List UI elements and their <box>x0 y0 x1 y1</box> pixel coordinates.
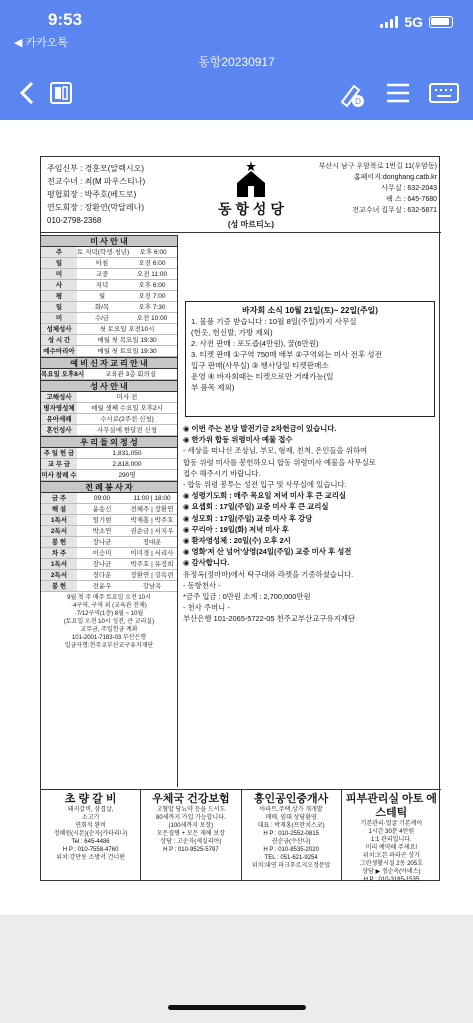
row-label: 미 <box>41 269 77 279</box>
account-line: 101-2001-7183-03 부산은행 <box>71 635 147 641</box>
row-value: 윤송신 <box>92 506 112 513</box>
row-value: 오전 6:00 <box>138 260 166 267</box>
ad-line: (100세까지 보장) <box>168 823 214 829</box>
row-value: 장나균 <box>92 561 112 568</box>
table-row <box>41 291 177 302</box>
notice-line: ◉ 성모회 : 17일(주일) 교중 미사 후 강당 <box>183 513 313 523</box>
row-value: 오전 7:00 <box>138 293 166 300</box>
table-row <box>41 313 177 324</box>
notice-list <box>183 423 437 625</box>
row-label: 주 <box>41 247 77 257</box>
ad-line: 정혜원(시몬)(순자(카타리나) <box>53 831 128 837</box>
ad-line: Tel : 645-4486 <box>71 839 110 845</box>
row-value: 09:00 <box>93 495 111 502</box>
row-value: 미사 전 <box>116 394 138 401</box>
notice-line: 접수 해주시기 바랍니다. <box>183 468 261 478</box>
row-value: 전윤우 <box>92 583 112 590</box>
ad-line: 소고기 <box>81 815 100 821</box>
ad-line: 위치:강만동 소방서 건너편 <box>56 855 125 861</box>
notice-line: ◉ 요셉회 : 17일(주일) 교중 미사 후 큰 교리실 <box>183 502 329 512</box>
network-label: 5G <box>404 14 423 30</box>
schedule-column <box>41 235 178 787</box>
row-label: 사 <box>41 280 77 290</box>
bazaar-line: 운영 ④ 바자회때는 티켓으로만 거래가능(일 <box>191 372 334 381</box>
table-row <box>41 335 177 346</box>
section-heading: 전 례 봉 사 자 <box>41 481 177 493</box>
row-value: 사무실에 한달전 신청 <box>96 427 158 434</box>
staff-line: 주임신부 : 경훈모(알렉시오) <box>47 164 145 173</box>
table-row <box>41 414 177 425</box>
church-logo-icon <box>231 159 271 199</box>
ad-line: 미리 예약해 주세요! <box>365 845 418 851</box>
row-value: 교중 <box>95 271 109 278</box>
bazaar-line: 2. 사전 판매 : 포도즙(4만원), 꿀(6만원) <box>191 339 319 348</box>
bazaar-line: 3. 티켓 판매 ①구역 750매 배부 ②구역외는 미사 전후 성전 <box>191 350 382 359</box>
table-row <box>41 258 177 269</box>
row-value: 교육관 3층 회의실 <box>104 371 157 378</box>
staff-line: 전교수녀 : 최(M 파우스티나) <box>47 177 146 186</box>
section-heading: 성 사 안 내 <box>41 380 177 392</box>
table-row <box>41 269 177 280</box>
row-value: 오전 10:00 <box>136 315 168 322</box>
keyboard-icon[interactable] <box>428 80 460 106</box>
ad-line: 위치:대연 파크푸르지오정문앞 <box>251 863 331 869</box>
ad-line: TEL : 051-621-9254 <box>264 855 318 861</box>
status-time: 9:53 <box>48 10 83 29</box>
row-value: 오후 7:30 <box>138 304 166 311</box>
table-row <box>41 581 177 592</box>
ad-line: 돼지갈비, 삼겹살, <box>67 807 114 813</box>
row-label: 고해성사 <box>41 392 77 402</box>
row-label: 목요일 오후8시 <box>41 371 85 378</box>
account-line: 입금자명:천주교부산교구유지재단 <box>64 643 154 649</box>
row-label: 금 주 <box>41 493 77 503</box>
notice-line: - 천사 주머니 - <box>183 603 230 613</box>
ad-line: 1:1 관리입니다. <box>371 837 412 843</box>
ad-line: H P : 010-3185-1535 <box>363 877 420 883</box>
ad-line: 상담 : 고순자(세실리아) <box>160 839 222 845</box>
battery-icon <box>429 16 453 28</box>
home-indicator[interactable] <box>168 1005 306 1010</box>
ad-line: 권순금(수산나) <box>271 839 311 845</box>
row-value: 11:00 | 18:00 <box>133 495 171 502</box>
table-row <box>41 504 177 515</box>
table-row <box>41 493 177 504</box>
back-to-app-link[interactable]: ◀ 카카오톡 <box>14 37 69 49</box>
table-row <box>41 559 177 570</box>
page-subtitle: 동항20230917 <box>198 55 275 69</box>
notice-line: - 동항천사 - <box>183 580 221 590</box>
row-value: 엄기현 <box>92 517 112 524</box>
notice-line: ◉ 한가위 합동 위령미사 예물 접수 <box>183 435 293 445</box>
ad-line: 80세까지 가입 가능합니다. <box>156 815 226 821</box>
row-value: 1,831,050 <box>112 450 142 457</box>
table-row <box>41 548 177 559</box>
row-label: 1독서 <box>41 515 77 525</box>
ad-block <box>342 790 441 881</box>
row-value: 월 <box>98 293 106 300</box>
row-value: 수/금 <box>94 315 110 322</box>
section-heading: 미 사 안 내 <box>41 235 177 247</box>
account-line: ·4구역, 구역 외 (교육관 전체) <box>71 603 147 609</box>
ad-line: H P : 010-8535-2020 <box>263 847 319 853</box>
bottom-area <box>0 915 473 1023</box>
status-bar <box>20 8 453 32</box>
table-row <box>41 526 177 537</box>
table-row <box>41 448 177 459</box>
row-label: 해 설 <box>41 504 77 514</box>
contact-line: 전교수녀 집무실 : 632-5871 <box>352 207 437 214</box>
row-value: 첫 토요일 오전10시 <box>99 326 155 333</box>
row-value: 이승미 <box>92 550 112 557</box>
table-row <box>41 280 177 291</box>
notice-line: ◉ 감사합니다. <box>183 558 230 568</box>
ad-name: 우체국 건강보험 <box>152 793 230 805</box>
table-row <box>41 570 177 581</box>
table-row <box>41 537 177 548</box>
table-row <box>41 392 177 403</box>
ad-line: 기본관리·얼굴 기본케어 <box>360 821 423 827</box>
row-value: 박제홍 | 박주호 <box>130 517 174 524</box>
row-label: 미사 참례 수 <box>41 472 77 479</box>
ad-line: 대표 : 박재홍(프란치스코) <box>257 823 325 829</box>
account-info <box>41 592 177 650</box>
row-value: 매월 첫 목요일 19:30 <box>97 337 157 344</box>
ad-line: 1시간 30분 4만원 <box>368 829 415 835</box>
ad-block <box>141 790 241 881</box>
bazaar-title: 바자회 소식 10월 21일(토)~ 22일(주일) <box>242 306 378 315</box>
ads-footer <box>41 789 441 881</box>
row-label: 성 시 간 <box>41 335 77 345</box>
notice-line: ◉ 영화'저 산 넘어'상영(24일(주일) 교중 미사 후 성전 <box>183 547 352 557</box>
notice-line: - 세상을 떠나신 조상님, 부모, 형제, 친척, 은인들을 위하여 <box>183 446 368 456</box>
ad-line: H P : 010-9525-5797 <box>163 847 219 853</box>
notice-line: - 합동 위령 봉투는 성전 입구 및 사무실에 있습니다. <box>183 480 347 490</box>
ad-line: 연회석 완비 <box>75 823 106 829</box>
account-line: (토요일 오전 10시 성전, 큰 교리실) <box>63 619 155 625</box>
staff-line: 연도회장 : 장환연(막달레나) <box>47 203 145 212</box>
row-value: 토 저녁(학생·청년) <box>77 249 130 256</box>
notice-line: *금주 입금 : 0만원 소계 : 2,700,000만원 <box>183 592 311 602</box>
row-value: 매월 셋째 수요일 오후2시 <box>91 405 163 412</box>
ad-name: 초 량 갈 비 <box>64 793 117 805</box>
ad-name: 피부관리실 아토 에스테틱 <box>345 793 437 819</box>
announcements <box>183 235 437 787</box>
account-line: 9월 첫 주 매주 토요일 오전 10시 <box>67 595 151 601</box>
ad-block <box>242 790 342 881</box>
bazaar-line: 부 품목 제외) <box>191 383 235 392</box>
row-value: 권순금 | 서지우 <box>130 528 174 535</box>
row-label: 교 무 금 <box>41 459 77 469</box>
ad-line: 모든질병 + 모든 재해 보장 <box>156 831 225 837</box>
table-row <box>41 425 177 436</box>
contact-info <box>319 161 437 216</box>
row-label: 봉 헌 <box>41 537 77 547</box>
table-row <box>41 369 177 380</box>
row-label: 일 <box>41 258 77 268</box>
section-heading: 우 리 들 의 정 성 <box>41 436 177 448</box>
app-header <box>0 0 473 120</box>
row-label: 주 일 헌 금 <box>41 448 77 458</box>
row-value: 정대운 <box>142 539 162 546</box>
table-row <box>41 470 177 481</box>
bulletin-title: 동 항 성 당 <box>218 201 284 217</box>
row-value: 이미경 | 서리사 <box>130 550 174 557</box>
notice-line: 유정옥(정마마)에서 탁구대와 라켓을 기증하셨습니다. <box>183 569 354 579</box>
row-value: 오후 6:00 <box>139 249 167 256</box>
notice-line: ◉ 환자영성체 : 20일(수) 오후 2시 <box>183 536 291 546</box>
row-value: 강남옥 <box>142 583 162 590</box>
account-line: 교무금, 주일헌금 계좌 <box>80 627 138 633</box>
section-heading: 예 비 신 자 교 리 안 내 <box>41 357 177 369</box>
back-arrow-icon[interactable] <box>18 80 36 106</box>
row-value: 장나균 <box>92 539 112 546</box>
row-label: 일 <box>41 302 77 312</box>
row-value: 아침 <box>95 260 109 267</box>
notice-line: ◉ 성령기도회 : 매주 목요일 저녁 미사 후 큰 교리실 <box>183 491 347 501</box>
ad-line: H P : 010-2552-0815 <box>263 831 319 837</box>
ad-line: 상담 ▶ 정순옥(아녜스) <box>362 869 421 875</box>
bulletin-header <box>41 157 441 233</box>
notice-line: 부산은행 101-2065-5722-05 천주교부산교구유지재단 <box>183 614 356 624</box>
row-value: 290명 <box>118 472 136 479</box>
row-label: 혼인성사 <box>41 425 77 435</box>
row-label: 유아세례 <box>41 414 77 424</box>
row-value: 정다운 <box>92 572 112 579</box>
row-value: 오전 11:00 <box>136 271 168 278</box>
row-label: 2독서 <box>41 570 77 580</box>
staff-line: 010-2798-2368 <box>47 216 102 225</box>
row-value: 박소연 <box>92 528 112 535</box>
row-label: 성체성사 <box>41 324 77 334</box>
row-label: 미 <box>41 313 77 323</box>
row-value: 전혜주 | 장환연 <box>130 506 174 513</box>
bazaar-notice <box>185 301 435 417</box>
row-label: 2독서 <box>41 526 77 536</box>
row-label: 평 <box>41 291 77 301</box>
ad-line: 그린생활시설 2동 205호 <box>359 861 423 867</box>
ad-name: 흥인공인중개사 <box>253 793 329 805</box>
menu-icon[interactable] <box>384 80 412 106</box>
table-row <box>41 403 177 414</box>
contact-line: 홈페이지:donghang.catb.kr <box>353 174 437 181</box>
table-row <box>41 515 177 526</box>
contact-line: 팩 스 : 645-7680 <box>386 196 437 203</box>
draw-icon[interactable] <box>338 80 366 108</box>
row-value: 박주호 | 유정희 <box>130 561 174 568</box>
bulletin-page <box>40 156 440 881</box>
contact-line: 부산시 남구 우암북로 1번길 11(우암동) <box>318 163 437 170</box>
table-row <box>41 302 177 313</box>
notice-line: ◉ 꾸리아 : 19일(화) 저녁 미사 후 <box>183 524 289 534</box>
bazaar-line: 입구 판매(사무실) ③ 행사당일 티켓판매소 <box>191 361 329 370</box>
row-value: 화/목 <box>94 304 110 311</box>
table-row <box>41 247 177 258</box>
notice-line: 합동 위령 미사를 봉헌하오니 합동 위령미사 예물을 사무실로 <box>183 457 376 467</box>
row-value: 매월 첫 토요일 19:30 <box>97 348 157 355</box>
table-row <box>41 346 177 357</box>
ad-line: 매매, 임대 상담환영 <box>265 815 317 821</box>
notice-line: ◉ 이번 주는 본당 발전기금 2차헌금이 있습니다. <box>183 424 337 433</box>
staff-info <box>47 162 145 227</box>
viewer-icon[interactable] <box>48 80 74 106</box>
signal-icon <box>380 16 398 28</box>
document-view[interactable] <box>0 120 473 915</box>
bazaar-line: 1. 물품 기증 받습니다 : 10월 8일(주일)까지 사무실 <box>191 317 357 326</box>
row-value: 오후 6:00 <box>138 282 166 289</box>
row-value: 수시로(2주전 신청) <box>100 416 154 423</box>
row-value: 2,818,000 <box>112 461 142 468</box>
ad-line: 위치:오븐 파라곤 상가 <box>362 853 420 859</box>
svg-text:D: D <box>355 97 361 106</box>
row-label: 차 주 <box>41 548 77 558</box>
row-label: 봉 헌 <box>41 581 77 591</box>
bazaar-line: (헌옷, 헌신발, 가방 제외) <box>191 328 273 337</box>
row-value: 저녁 <box>95 282 109 289</box>
ad-line: 고혈압 당뇨약 등을 드셔도 <box>156 807 226 813</box>
row-label: 예수마리아 <box>41 346 77 356</box>
table-row <box>41 324 177 335</box>
row-value: 장환연 | 강옥련 <box>130 572 174 579</box>
ad-line: H P : 010-7558-4760 <box>62 847 119 853</box>
contact-line: 사무실 : 632-2043 <box>381 185 437 192</box>
account-line: ·7/12구역(1층) 8월 ~ 10월 <box>74 611 144 617</box>
bulletin-subtitle: (성 마르티노) <box>227 220 275 229</box>
ad-block <box>41 790 141 881</box>
staff-line: 평협회장 : 박주호(베드로) <box>47 190 137 199</box>
row-label: 병자영성체 <box>41 403 77 413</box>
ad-line: 아파트,주택,상가 개개발 <box>259 807 323 813</box>
table-row <box>41 459 177 470</box>
row-label: 1독서 <box>41 559 77 569</box>
